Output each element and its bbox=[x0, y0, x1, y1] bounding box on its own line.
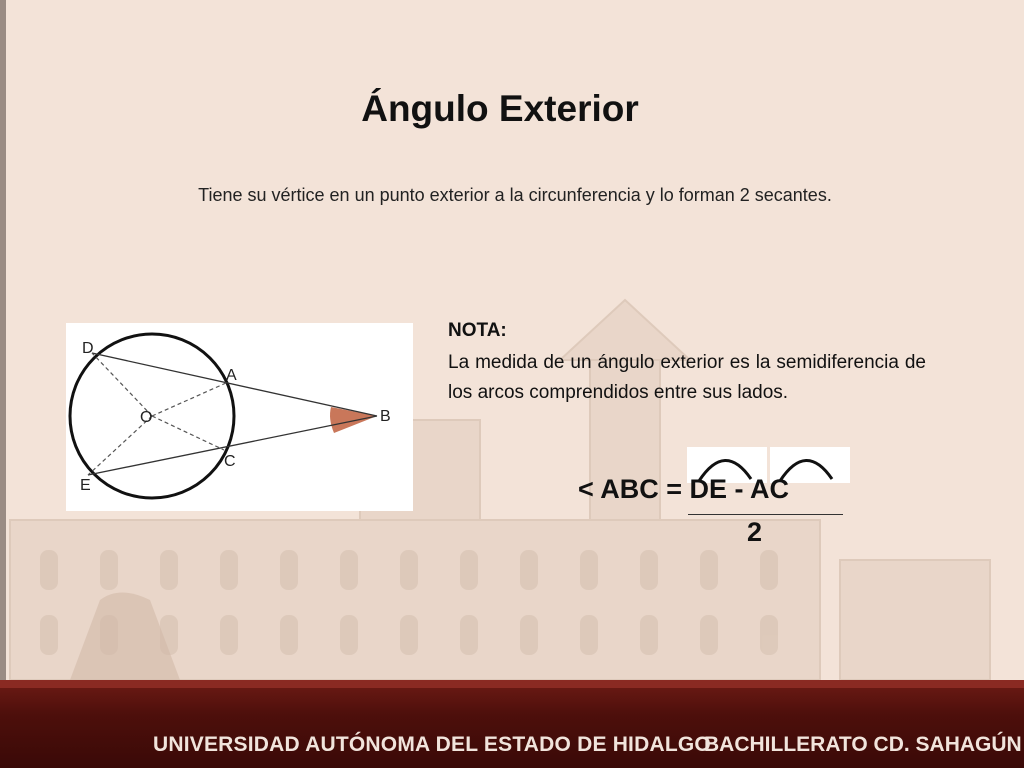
formula-numerator: < ABC = DE - AC bbox=[578, 474, 790, 504]
label-b: B bbox=[380, 408, 391, 425]
footer-top-strip bbox=[0, 680, 1024, 688]
slide-title: Ángulo Exterior bbox=[361, 88, 639, 129]
footer-school-name: BACHILLERATO CD. SAHAGÚN bbox=[704, 733, 1022, 756]
footer-university-name: UNIVERSIDAD AUTÓNOMA DEL ESTADO DE HIDALGO bbox=[153, 733, 711, 756]
circle-secants-figure bbox=[66, 323, 413, 511]
label-a: A bbox=[226, 367, 237, 384]
dashed-radii bbox=[88, 353, 226, 475]
note-body: La medida de un ángulo exterior es la semidiferencia de los arcos comprendidos entre sus lados. bbox=[448, 352, 926, 403]
note-heading: NOTA: bbox=[448, 320, 507, 341]
label-e: E bbox=[80, 477, 91, 494]
label-o: O bbox=[140, 409, 153, 426]
exterior-angle-diagram bbox=[66, 323, 413, 511]
fraction-bar bbox=[688, 514, 843, 515]
label-d: D bbox=[82, 340, 94, 357]
slide-subtitle: Tiene su vértice en un punto exterior a la circunferencia y lo forman 2 secantes. bbox=[198, 185, 832, 205]
label-c: C bbox=[224, 453, 236, 470]
formula-denominator: 2 bbox=[747, 517, 763, 547]
